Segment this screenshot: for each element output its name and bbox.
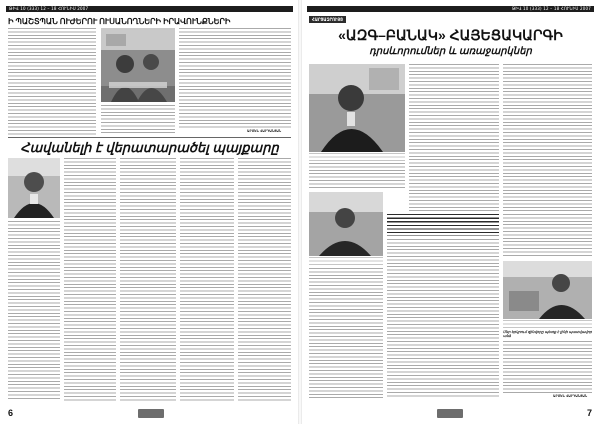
left-bottom-headline: Հավանելի է վերատարածել պայքարը [20, 140, 279, 155]
right-bold-pullout [387, 214, 499, 236]
left-footer [6, 408, 293, 418]
right-quote: Մեր երկրում զինվորը պետք է լինի պատվավոր անձ [503, 330, 592, 339]
right-middle-photo [309, 192, 383, 256]
right-middle-photo-caption [309, 257, 383, 265]
left-top-signature: ԱՐՄԵՆ ՎԱՐԴԱՆՅԱՆ [247, 129, 282, 133]
left-top-col-2 [101, 105, 175, 135]
left-footer-logo [138, 409, 164, 418]
left-bottom-col-5 [238, 158, 291, 401]
right-col-2-upper [409, 64, 499, 212]
left-page [6, 6, 293, 418]
right-footer-logo [437, 409, 463, 418]
left-bottom-col-1-top [8, 221, 60, 401]
left-top-photo [101, 28, 175, 102]
right-bottom-photo [503, 261, 592, 319]
right-top-photo [309, 64, 405, 152]
right-col-1-intro [309, 163, 405, 188]
left-page-number: 6 [8, 408, 14, 418]
left-top-col-1 [8, 28, 96, 135]
left-top-headline: Ի ՊԱՇՏՊԱՆ ՈՒԺԵՐՈՒ ՈՒՍԱՆՈՂՆԵՐԻ ԻՐԱՎՈՒՆՔՆԵՐԻ [8, 17, 231, 26]
right-page [307, 6, 594, 418]
left-running-header-text: ԹԻՎ 10 (333) 12 – 18 ՀՈՒՆԻՍ 2007 [9, 6, 89, 11]
right-col-1-lower [309, 268, 383, 399]
left-bottom-col-4 [180, 158, 234, 401]
right-page-number: 7 [586, 408, 592, 418]
right-col-3-upper [503, 64, 592, 212]
spread-gutter [298, 0, 302, 424]
right-signature: ԱՐՄԵՆ ՎԱՐԴԱՆՅԱՆ [553, 394, 588, 398]
right-headline: «ԱԶԳ–ԲԱՆԱԿ» ՀԱՅԵՑԱԿԱՐԳԻ [338, 27, 563, 43]
right-running-header-text: ԹԻՎ 10 (333) 12 – 18 ՀՈՒՆԻՍ 2007 [511, 6, 591, 11]
left-section-divider [8, 137, 291, 138]
left-bottom-col-2 [64, 158, 116, 401]
left-bottom-photo [8, 158, 60, 218]
left-top-col-3 [179, 28, 291, 129]
left-running-header [6, 6, 293, 12]
right-bottom-photo-caption [503, 320, 592, 328]
right-running-header [307, 6, 594, 12]
left-bottom-col-3 [120, 158, 176, 401]
right-col-3-mid [503, 214, 592, 258]
right-footer [307, 408, 594, 418]
right-top-photo-caption [309, 153, 405, 161]
right-col-3-lower [503, 341, 592, 393]
right-section-tag: ՀԱՐՑԱԶՐՈՒՅՑ [309, 16, 346, 23]
right-subheadline: դրսևորումներ և առաջարկներ [369, 46, 532, 57]
right-col-2-lower [387, 239, 499, 399]
